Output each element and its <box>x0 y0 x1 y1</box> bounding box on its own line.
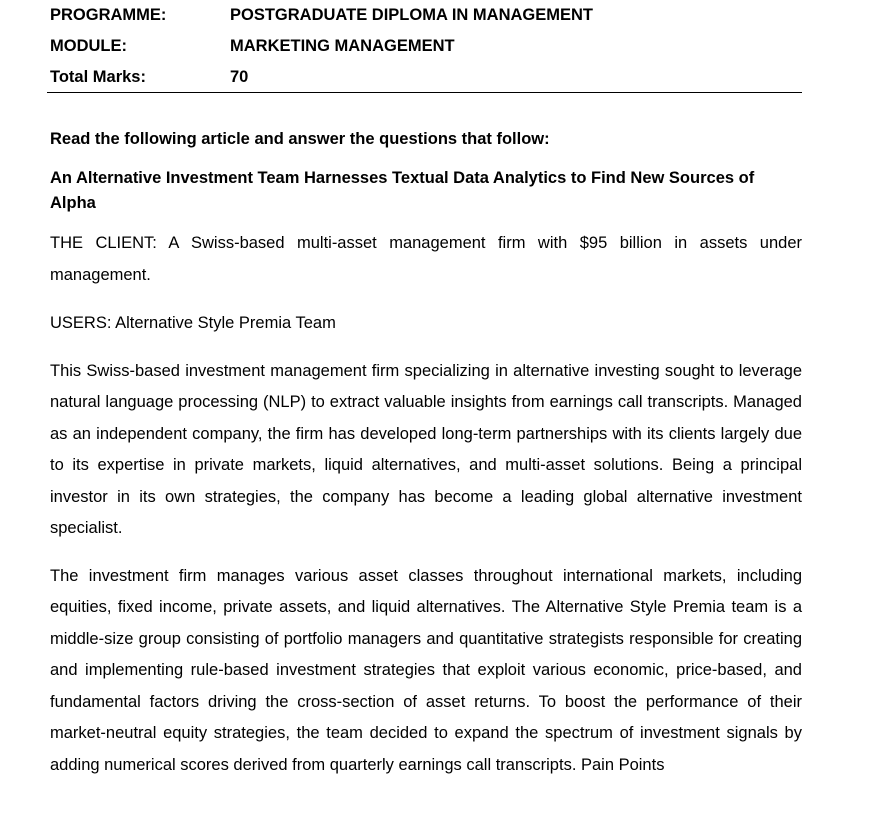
programme-value: POSTGRADUATE DIPLOMA IN MANAGEMENT <box>230 6 593 24</box>
total-marks-value: 70 <box>230 62 802 93</box>
instruction-text: Read the following article and answer the questions that follow: <box>50 130 550 148</box>
client-paragraph: THE CLIENT: A Swiss-based multi-asset management firm with $95 billion in assets under management. <box>50 234 802 284</box>
programme-label: PROGRAMME: <box>50 6 167 24</box>
module-value: MARKETING MANAGEMENT <box>230 37 455 55</box>
document-page <box>50 0 802 781</box>
programme-row <box>47 0 802 31</box>
firm-paragraph: The investment firm manages various asset classes throughout international markets, including equities, fixed income, private assets, and liquid alternatives. The Alternative Style Premia team is a middle-size group consisting of portfolio managers and quantitative strategists responsible for creating and implementing rule-based investment strategies that exploit various economic, price-based, and fundamental factors driving the cross-section of asset returns. To boost the performance of their market-neutral equity strategies, the team decided to expand the spectrum of investment signals by adding numerical scores derived from quarterly earnings call transcripts. Pain Points <box>50 566 802 774</box>
module-info-table <box>47 0 802 93</box>
total-marks-row <box>47 62 802 93</box>
users-paragraph: USERS: Alternative Style Premia Team <box>50 314 336 332</box>
total-marks-label: Total Marks: <box>47 62 230 93</box>
article-title: An Alternative Investment Team Harnesses Textual Data Analytics to Find New Sources of Alpha <box>50 169 755 212</box>
intro-paragraph: This Swiss-based investment management firm specializing in alternative investing sought to leverage natural language processing (NLP) to extract valuable insights from earnings call transcripts. Managed as an independent company, the firm has developed long-term partnerships with its clients largely due to its expertise in private markets, liquid alternatives, and multi-asset solutions. Being a principal investor in its own strategies, the company has become a leading global alternative investment specialist. <box>50 361 802 537</box>
module-row <box>47 31 802 62</box>
module-label: MODULE: <box>50 37 127 55</box>
